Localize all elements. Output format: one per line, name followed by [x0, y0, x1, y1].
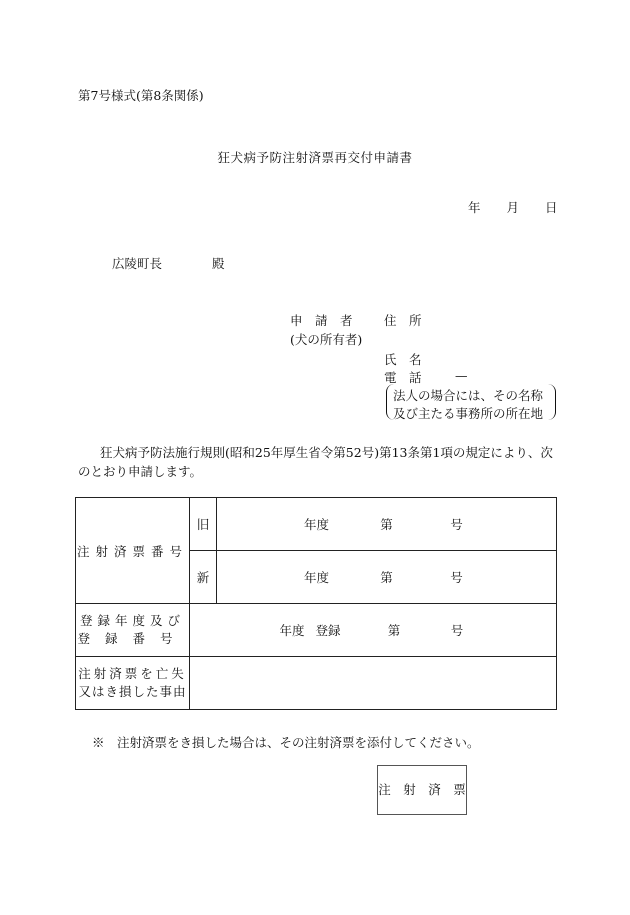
phone-field-label: 電 話 — [384, 370, 422, 385]
name-field-label: 氏 名 — [384, 352, 422, 367]
old-label: 旧 — [190, 498, 217, 551]
loss-reason-header: 注射済票を亡失 又はき損した事由 — [76, 657, 190, 710]
new-tag-number-cell[interactable]: 年度 第 号 — [217, 551, 557, 604]
date-field[interactable] — [468, 198, 558, 216]
phone-dash: — — [455, 368, 468, 383]
old-tag-number-cell[interactable]: 年度 第 号 — [217, 498, 557, 551]
application-table — [75, 497, 557, 710]
attachment-note: ※ 注射済票をき損した場合は、その注射済票を添付してください。 — [92, 735, 480, 750]
addressee-honorific: 殿 — [212, 256, 225, 271]
addressee-name: 広陵町長 — [112, 256, 163, 271]
corporate-note-line2: 及び主たる事務所の所在地 — [393, 406, 544, 421]
registration-number-cell[interactable]: 年度 登録 第 号 — [190, 604, 557, 657]
date-day-label: 日 — [545, 200, 558, 215]
addressee — [112, 254, 225, 272]
tag-number-header: 注射済票番号 — [76, 498, 190, 604]
page-title: 狂犬病予防注射済票再交付申請書 — [217, 150, 413, 165]
registration-header: 登録年度及び 登録番号 — [76, 604, 190, 657]
corporate-note-line1: 法人の場合には、その名称 — [393, 388, 544, 403]
applicant-role-sub: (犬の所有者) — [290, 332, 363, 347]
applicant-label: 申 請 者 — [290, 313, 353, 328]
new-label: 新 — [190, 551, 217, 604]
tag-attachment-box: 注 射 済 票 — [377, 765, 467, 815]
date-month-label: 月 — [506, 200, 520, 215]
form-number-label: 第7号様式(第8条関係) — [78, 88, 204, 103]
loss-reason-cell[interactable] — [190, 657, 557, 710]
date-year-label: 年 — [468, 200, 481, 215]
application-statement: 狂犬病予防法施行規則(昭和25年厚生省令第52号)第13条第1項の規定により、次のとおり申請します。 — [78, 445, 553, 479]
address-field-label: 住 所 — [384, 313, 422, 328]
corporate-note-bracket — [386, 384, 556, 420]
